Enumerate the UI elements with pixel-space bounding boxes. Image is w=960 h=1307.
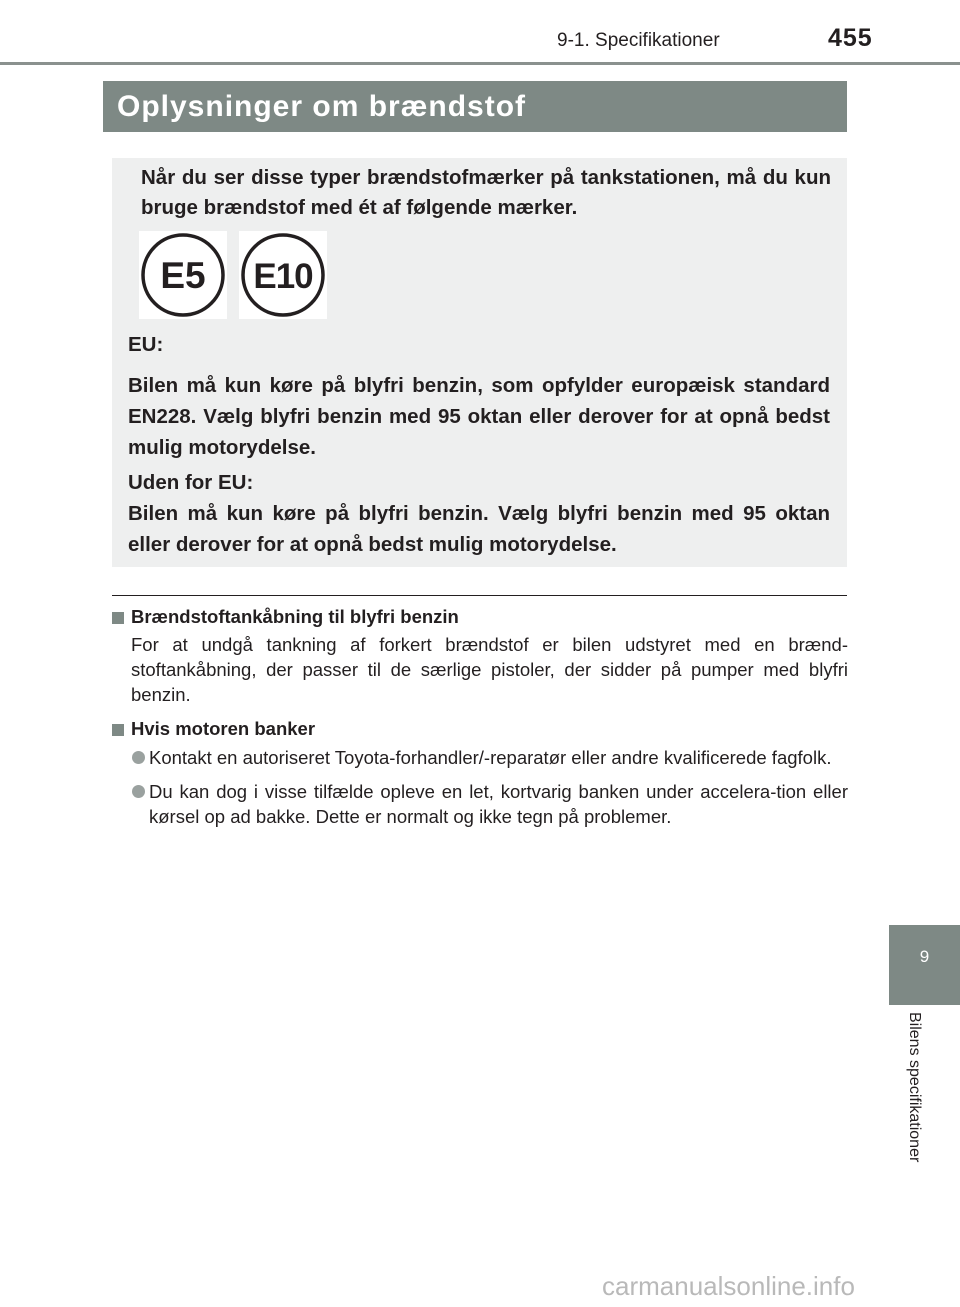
section-label: 9-1. Specifikationer — [557, 30, 720, 51]
fuel-label-intro: Når du ser disse typer brændstofmærker på tankstationen, må du kun bruge brændstof med ét af følgende mærker. — [141, 166, 831, 219]
circle-bullet-icon — [132, 751, 145, 764]
section-paragraph: For at undgå tankning af forkert brændstof er bilen udstyret med en brænd-stoftankåbning, der passer til de særlige pistoler, der sidder på pumper med blyfri benzin. — [131, 634, 848, 705]
fuel-badge-e5 — [139, 231, 227, 319]
page-number: 455 — [828, 24, 873, 52]
section-heading — [112, 716, 848, 742]
list-item-text: Du kan dog i visse tilfælde opleve en let, kortvarig banken under accelera-tion eller kørsel op ad bakke. Dette er normalt og ikke tegn på problemer. — [149, 781, 848, 827]
section-heading-text: Brændstoftankåbning til blyfri benzin — [131, 606, 459, 627]
chapter-tab-number: 9 — [919, 947, 930, 966]
chapter-tab — [889, 925, 960, 1005]
section-heading — [112, 604, 848, 630]
list-item — [112, 745, 848, 770]
non-eu-label: Uden for EU: — [128, 471, 254, 494]
square-bullet-icon — [112, 724, 124, 736]
list-item-text: Kontakt en autoriseret Toyota-forhandler/-reparatør eller andre kvalificerede fagfolk. — [149, 747, 832, 768]
circle-bullet-icon — [132, 785, 145, 798]
main-content — [112, 604, 848, 829]
eu-label: EU: — [128, 333, 164, 356]
page-header — [0, 0, 960, 66]
section-divider — [112, 595, 847, 596]
fuel-info-box — [112, 158, 847, 567]
section-heading-text: Hvis motoren banker — [131, 718, 316, 739]
header-rule — [0, 62, 960, 65]
fuel-badge-e10 — [239, 231, 327, 319]
square-bullet-icon — [112, 612, 124, 624]
fuel-badge-e5-label: E5 — [160, 255, 206, 296]
eu-text: Bilen må kun køre på blyfri benzin, som opfylder europæisk standard EN228. Vælg blyfri benzin med 95 oktan eller derover for at opnå bedst mulig motorydelse. — [128, 374, 830, 459]
fuel-badge-e10-label: E10 — [253, 257, 313, 296]
section-engine-knocking — [112, 716, 848, 829]
non-eu-text: Bilen må kun køre på blyfri benzin. Vælg blyfri benzin med 95 oktan eller derover for at opnå bedst mulig motorydelse. — [128, 502, 830, 556]
page-title: Oplysninger om brændstof — [103, 81, 847, 132]
chapter-tab-label: Bilens specifikationer — [906, 1012, 923, 1163]
list-item — [112, 779, 848, 829]
section-fuel-tank-opening — [112, 604, 848, 707]
watermark: carmanualsonline.info — [602, 1271, 855, 1301]
